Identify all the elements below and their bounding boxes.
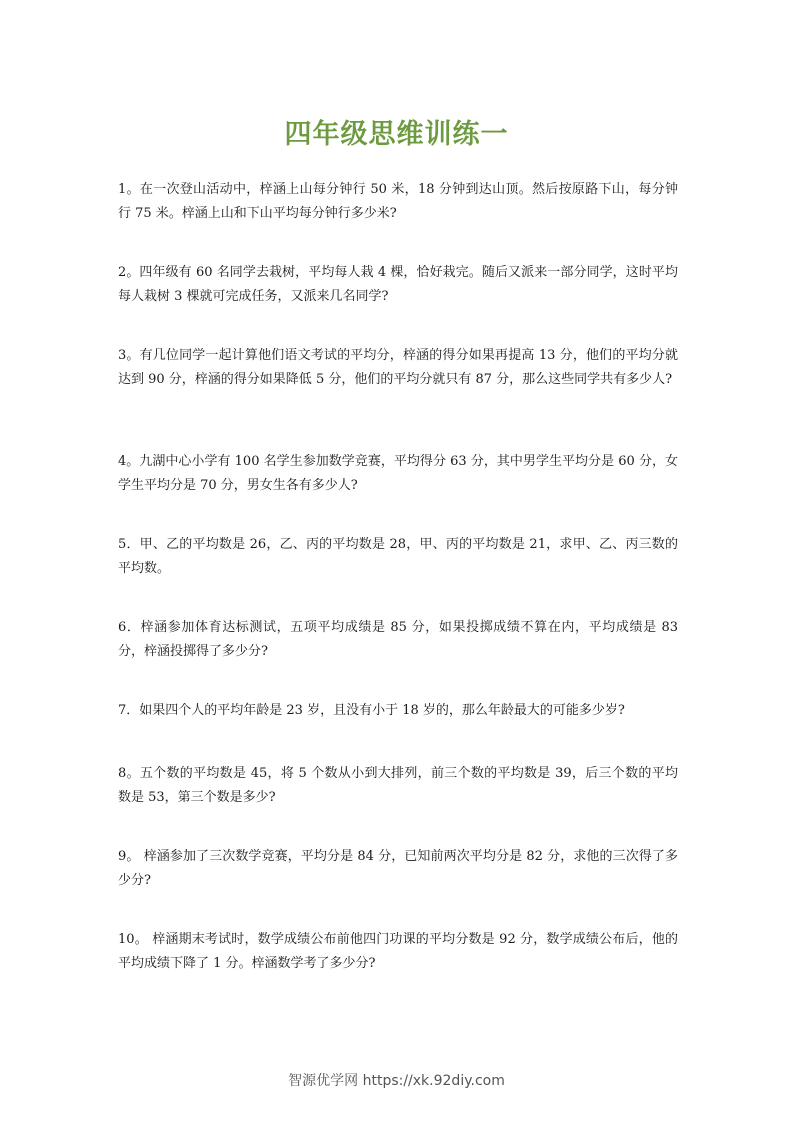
- problem-7: 7．如果四个人的平均年龄是 23 岁，且没有小于 18 岁的，那么年龄最大的可能多少岁?: [118, 703, 625, 718]
- problem-3: 3。有几位同学一起计算他们语文考试的平均分，梓涵的得分如果再提高 13 分，他们的平均分就达到 90 分，梓涵的得分如果降低 5 分，他们的平均分就只有 87 分，那么这些同学共有多少人?: [118, 348, 678, 387]
- page-title: 四年级思维训练一: [284, 119, 509, 150]
- problem-10: 10。 梓涵期末考试时，数学成绩公布前他四门功课的平均分数是 92 分，数学成绩公布后，他的平均成绩下降了 1 分。梓涵数学考了多少分?: [118, 932, 678, 971]
- problem-5: 5．甲、乙的平均数是 26，乙、丙的平均数是 28，甲、丙的平均数是 21，求甲、乙、丙三数的平均数。: [118, 537, 678, 576]
- problem-4: 4。九湖中心小学有 100 名学生参加数学竞赛，平均得分 63 分，其中男学生平均分是 60 分，女学生平均分是 70 分，男女生各有多少人?: [118, 454, 678, 493]
- problem-8: 8。五个数的平均数是 45，将 5 个数从小到大排列，前三个数的平均数是 39，后三个数的平均数是 53，第三个数是多少?: [118, 766, 678, 805]
- problem-6: 6．梓涵参加体育达标测试，五项平均成绩是 85 分，如果投掷成绩不算在内，平均成绩是 83 分，梓涵投掷得了多少分?: [118, 620, 678, 659]
- footer-watermark: 智源优学网 https://xk.92diy.com: [288, 1073, 505, 1089]
- problem-2: 2。四年级有 60 名同学去栽树，平均每人栽 4 棵，恰好栽完。随后又派来一部分同学，这时平均每人栽树 3 棵就可完成任务，又派来几名同学?: [118, 265, 678, 304]
- problem-1: 1。在一次登山活动中，梓涵上山每分钟行 50 米，18 分钟到达山顶。然后按原路下山，每分钟行 75 米。梓涵上山和下山平均每分钟行多少米?: [118, 182, 678, 221]
- problem-9: 9。 梓涵参加了三次数学竞赛，平均分是 84 分，已知前两次平均分是 82 分，求他的三次得了多少分?: [118, 849, 678, 888]
